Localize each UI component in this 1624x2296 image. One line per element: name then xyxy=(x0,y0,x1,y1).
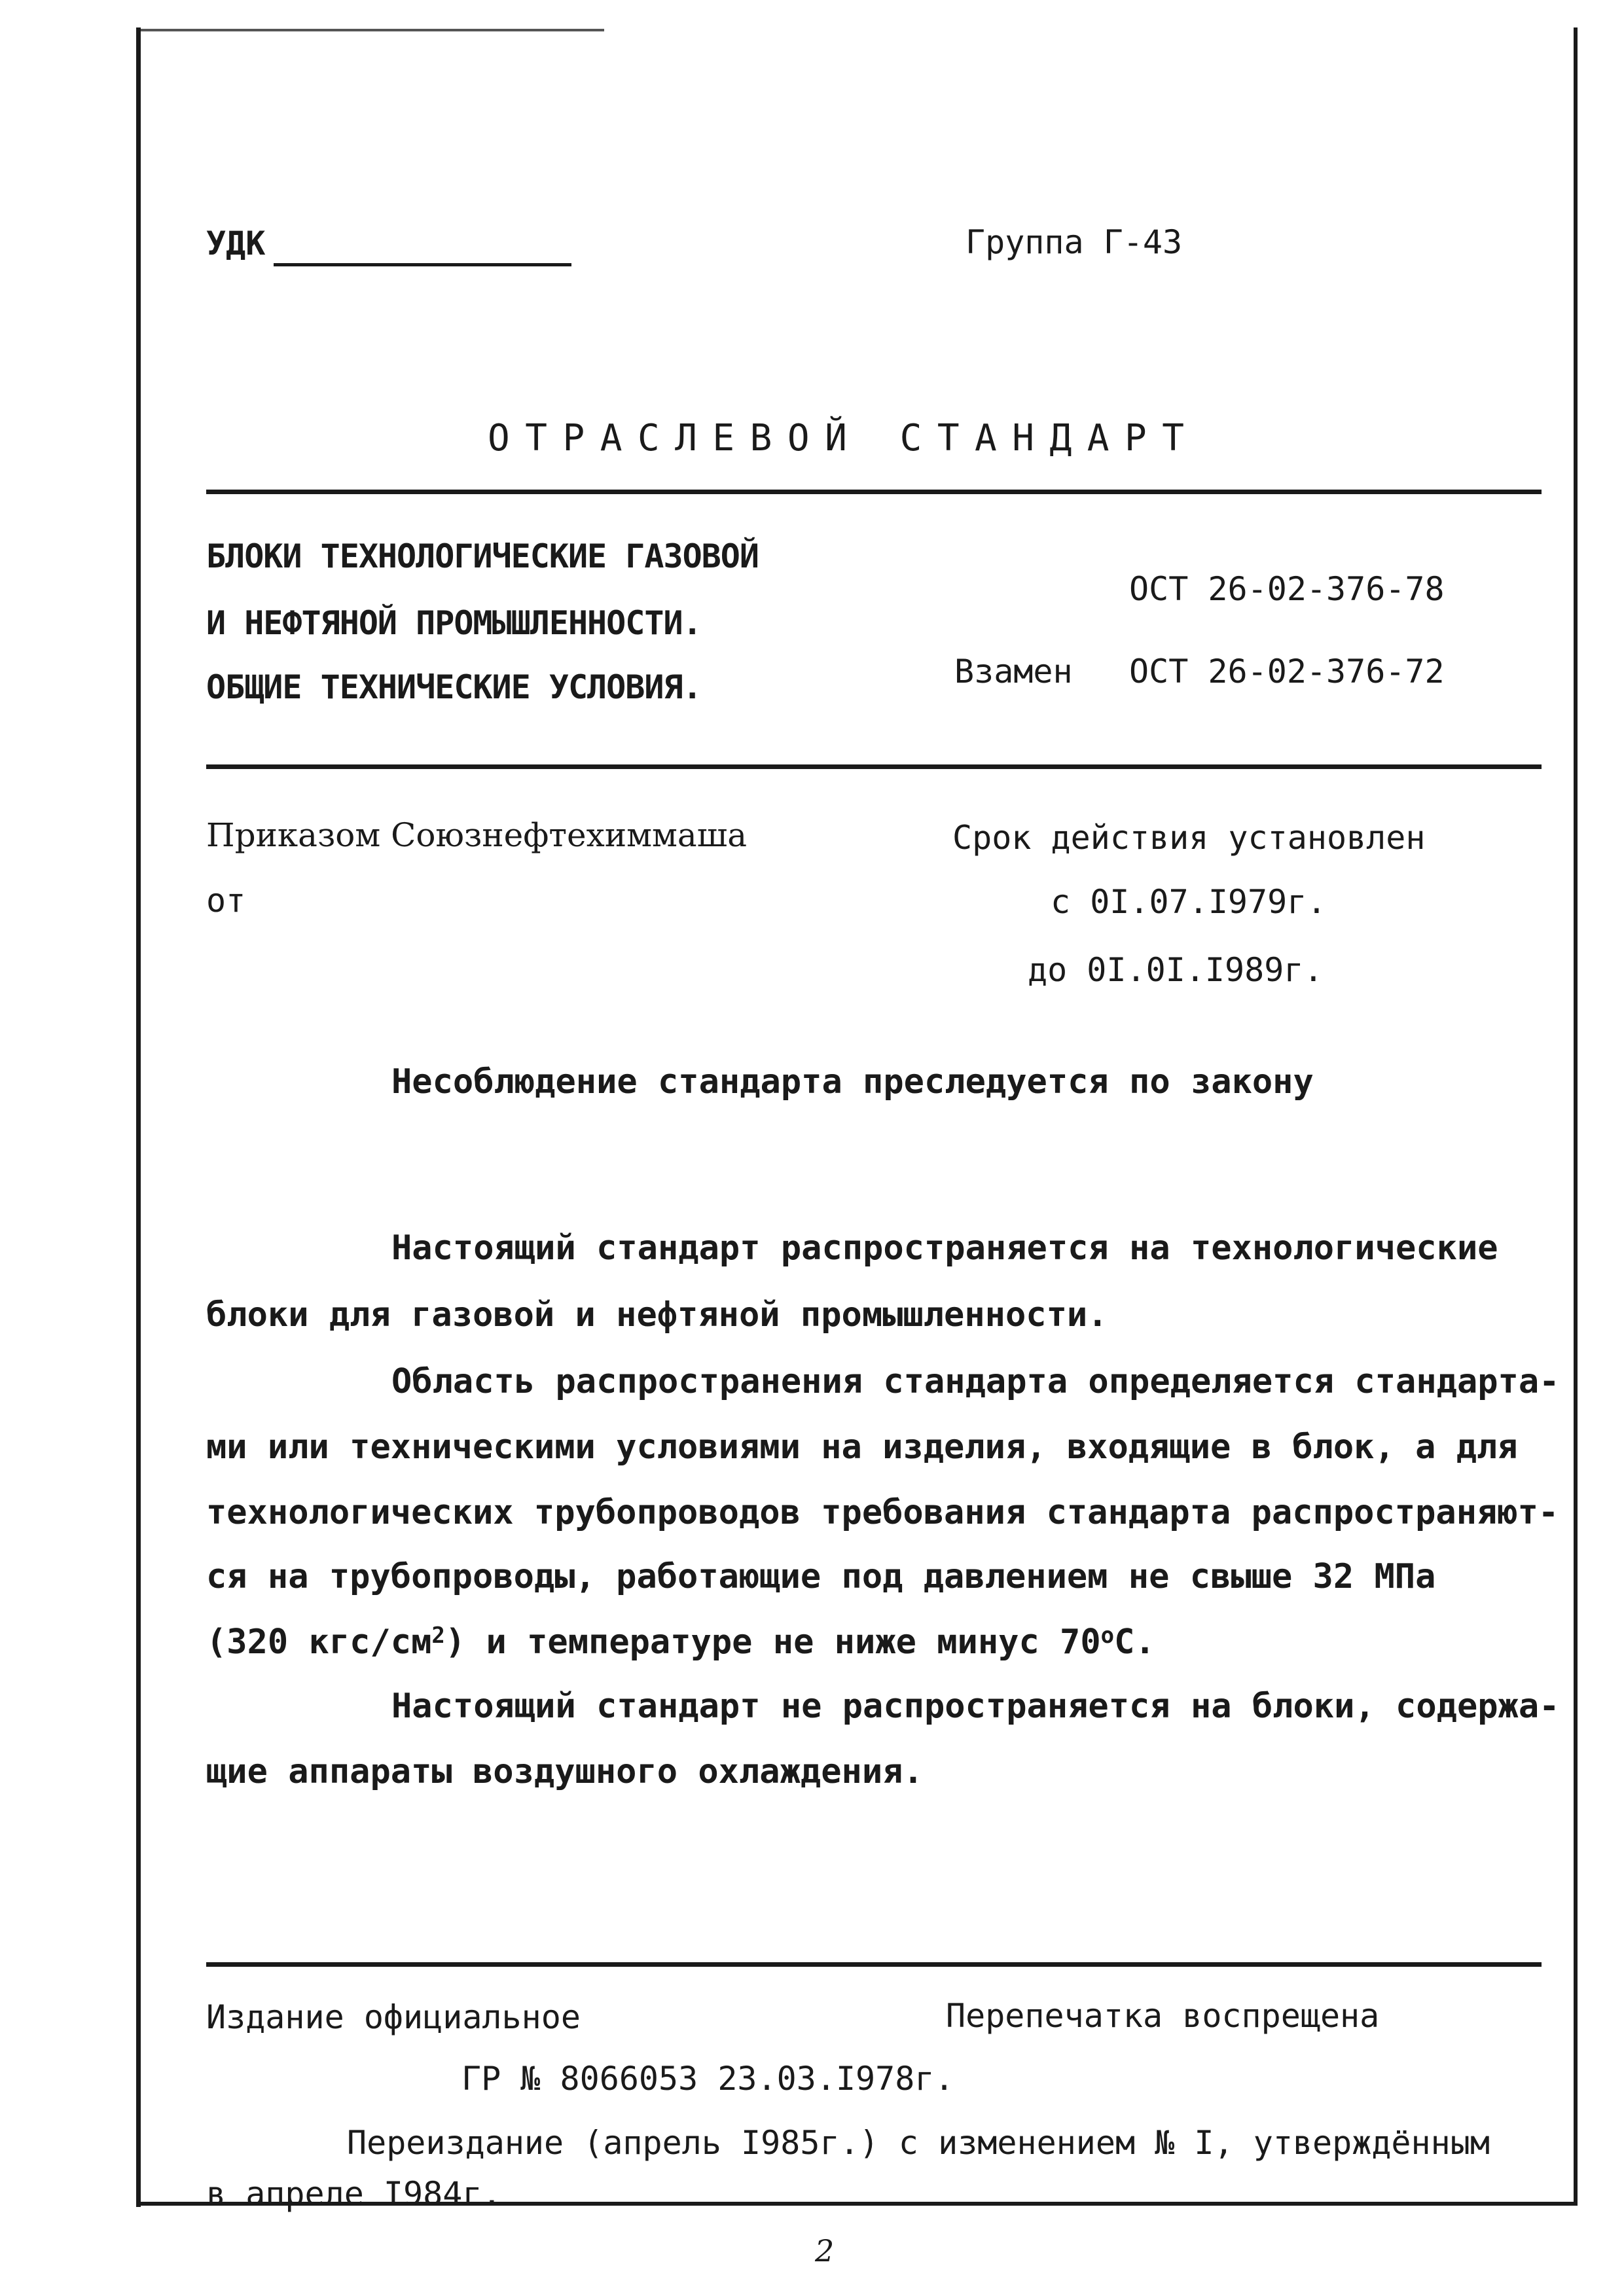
standard-name-line-2: И НЕФТЯНОЙ ПРОМЫШЛЕННОСТИ. xyxy=(206,604,702,642)
validity-to: до 0I.0I.I989г. xyxy=(1028,951,1324,989)
official-edition: Издание официальное xyxy=(206,1998,581,2036)
body-line: ся на трубопроводы, работающие под давлением не свыше 32 МПа xyxy=(206,1557,1436,1596)
approval-from: от xyxy=(206,882,246,920)
frame-top-line xyxy=(136,29,604,31)
body-line: Область распространения стандарта определяется стандарта- xyxy=(391,1362,1560,1401)
group-code: Группа Г-43 xyxy=(965,223,1183,261)
body-line: блоки для газовой и нефтяной промышленности. xyxy=(206,1295,1108,1335)
frame-left-border xyxy=(136,27,141,2207)
body-line: технологических трубопроводов требования стандарта распространяют- xyxy=(206,1493,1559,1532)
standard-code: ОСТ 26-02-376-78 xyxy=(1129,570,1445,608)
replaces-code: ОСТ 26-02-376-72 xyxy=(1129,653,1445,691)
udk-blank-line xyxy=(274,263,571,266)
approval-order: Приказом Союзнефтехиммаша xyxy=(206,816,748,854)
degree-sign: о xyxy=(1100,1623,1115,1649)
body-line-formula xyxy=(206,1622,1155,1662)
reprint-prohibited: Перепечатка воспрещена xyxy=(946,1997,1380,2035)
validity-from: с 0I.07.I979г. xyxy=(1051,883,1327,921)
body-line: ми или техническими условиями на изделия, входящие в блок, а для xyxy=(206,1427,1518,1467)
page-number: 2 xyxy=(815,2233,835,2269)
body-text: ) и температуре не ниже минус 70 xyxy=(444,1623,1101,1662)
body-text: (320 кгс/см xyxy=(206,1623,432,1662)
superscript: 2 xyxy=(431,1623,445,1649)
body-line: Настоящий стандарт распространяется на технологические xyxy=(391,1229,1498,1268)
reissue-line-2: в апреле I984г. xyxy=(206,2175,502,2213)
name-rule xyxy=(206,764,1542,769)
body-text: С. xyxy=(1114,1623,1155,1662)
footer-rule xyxy=(206,1962,1542,1967)
body-line: Настоящий стандарт не распространяется на блоки, содержа- xyxy=(391,1687,1560,1726)
body-line: щие аппараты воздушного охлаждения. xyxy=(206,1752,924,1791)
legal-warning: Несоблюдение стандарта преследуется по закону xyxy=(391,1062,1314,1102)
registration-number: ГР № 8066053 23.03.I978г. xyxy=(461,2060,954,2098)
replaces-label: Взамен xyxy=(954,653,1073,691)
title-rule xyxy=(206,490,1542,494)
udk-label: УДК xyxy=(206,224,266,262)
standard-name-line-1: БЛОКИ ТЕХНОЛОГИЧЕСКИЕ ГАЗОВОЙ xyxy=(206,537,759,575)
document-title: ОТРАСЛЕВОЙ СТАНДАРТ xyxy=(488,417,1200,459)
validity-label: Срок действия установлен xyxy=(952,819,1426,857)
reissue-line-1: Переиздание (апрель I985г.) с изменением № I, утверждённым xyxy=(347,2124,1490,2162)
frame-right-border xyxy=(1574,27,1578,2206)
standard-name-line-3: ОБЩИЕ ТЕХНИЧЕСКИЕ УСЛОВИЯ. xyxy=(206,668,702,706)
